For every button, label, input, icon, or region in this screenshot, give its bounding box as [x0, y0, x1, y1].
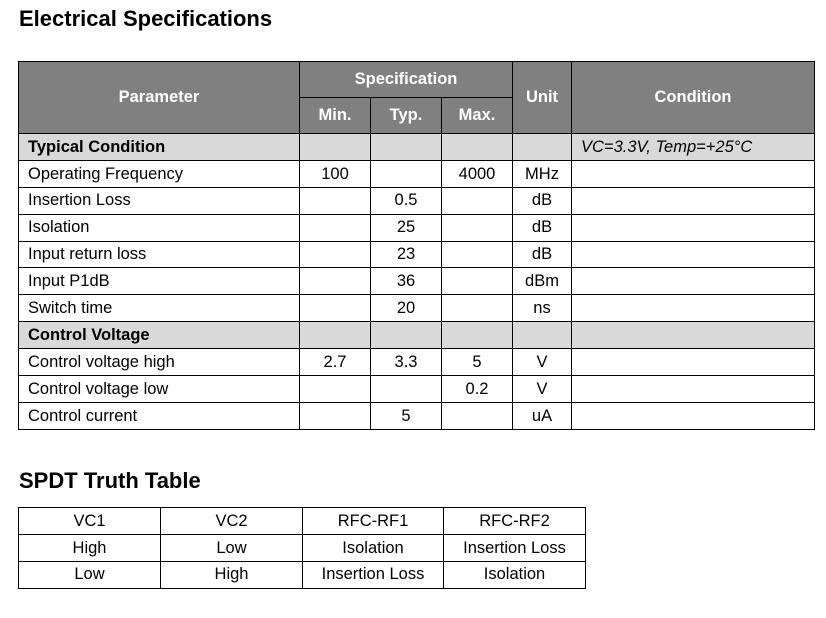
- max-cell: 5: [442, 349, 513, 376]
- unit-cell: dB: [513, 241, 572, 268]
- table-row: [19, 187, 815, 214]
- max-cell: [442, 402, 513, 429]
- header-typ: Typ.: [371, 98, 442, 134]
- min-cell: [300, 187, 371, 214]
- truth-header-cell: RFC-RF2: [444, 508, 586, 535]
- header-unit: Unit: [513, 62, 572, 134]
- section-heading-truth-table: SPDT Truth Table: [19, 468, 201, 493]
- section-title: Control Voltage: [19, 322, 300, 349]
- section-row: [19, 134, 815, 161]
- truth-cell: Insertion Loss: [444, 534, 586, 561]
- parameter-cell: Control voltage high: [19, 349, 300, 376]
- max-cell: [442, 214, 513, 241]
- table-row: [19, 241, 815, 268]
- min-cell: [300, 376, 371, 403]
- section-empty-cell: [300, 322, 371, 349]
- condition-cell: [572, 376, 815, 403]
- truth-cell: Isolation: [303, 534, 444, 561]
- unit-cell: dBm: [513, 268, 572, 295]
- max-cell: [442, 241, 513, 268]
- unit-cell: V: [513, 376, 572, 403]
- table-row: [19, 402, 815, 429]
- truth-cell: High: [19, 534, 161, 561]
- parameter-cell: Input return loss: [19, 241, 300, 268]
- section-title: Typical Condition: [19, 134, 300, 161]
- parameter-cell: Control voltage low: [19, 376, 300, 403]
- header-max: Max.: [442, 98, 513, 134]
- typ-cell: 36: [371, 268, 442, 295]
- truth-row: [19, 534, 586, 561]
- min-cell: [300, 402, 371, 429]
- truth-cell: High: [161, 561, 303, 588]
- section-empty-cell: [300, 134, 371, 161]
- table-row: [19, 214, 815, 241]
- condition-cell: [572, 241, 815, 268]
- section-condition: [572, 322, 815, 349]
- table-row: [19, 295, 815, 322]
- typ-cell: 20: [371, 295, 442, 322]
- max-cell: 0.2: [442, 376, 513, 403]
- section-empty-cell: [442, 322, 513, 349]
- parameter-cell: Switch time: [19, 295, 300, 322]
- condition-cell: [572, 160, 815, 187]
- truth-header-cell: VC1: [19, 508, 161, 535]
- section-empty-cell: [371, 322, 442, 349]
- section-empty-cell: [513, 134, 572, 161]
- unit-cell: MHz: [513, 160, 572, 187]
- condition-cell: [572, 268, 815, 295]
- min-cell: 2.7: [300, 349, 371, 376]
- section-empty-cell: [442, 134, 513, 161]
- min-cell: 100: [300, 160, 371, 187]
- table-row: [19, 268, 815, 295]
- truth-cell: Insertion Loss: [303, 561, 444, 588]
- min-cell: [300, 241, 371, 268]
- electrical-specifications-table: [18, 61, 815, 430]
- spdt-truth-table: [18, 507, 586, 589]
- section-empty-cell: [371, 134, 442, 161]
- parameter-cell: Operating Frequency: [19, 160, 300, 187]
- table-row: [19, 376, 815, 403]
- typ-cell: 0.5: [371, 187, 442, 214]
- condition-cell: [572, 187, 815, 214]
- unit-cell: uA: [513, 402, 572, 429]
- section-row: [19, 322, 815, 349]
- min-cell: [300, 214, 371, 241]
- truth-cell: Low: [19, 561, 161, 588]
- condition-cell: [572, 349, 815, 376]
- condition-cell: [572, 402, 815, 429]
- min-cell: [300, 295, 371, 322]
- typ-cell: 3.3: [371, 349, 442, 376]
- truth-cell: Isolation: [444, 561, 586, 588]
- parameter-cell: Insertion Loss: [19, 187, 300, 214]
- typ-cell: 23: [371, 241, 442, 268]
- header-parameter: Parameter: [19, 62, 300, 134]
- max-cell: [442, 268, 513, 295]
- typ-cell: [371, 160, 442, 187]
- max-cell: 4000: [442, 160, 513, 187]
- max-cell: [442, 295, 513, 322]
- typ-cell: 5: [371, 402, 442, 429]
- header-min: Min.: [300, 98, 371, 134]
- table-row: [19, 160, 815, 187]
- table-row: [19, 349, 815, 376]
- typ-cell: 25: [371, 214, 442, 241]
- max-cell: [442, 187, 513, 214]
- unit-cell: dB: [513, 214, 572, 241]
- unit-cell: V: [513, 349, 572, 376]
- condition-cell: [572, 295, 815, 322]
- condition-cell: [572, 214, 815, 241]
- header-specification: Specification: [300, 62, 513, 98]
- typ-cell: [371, 376, 442, 403]
- parameter-cell: Input P1dB: [19, 268, 300, 295]
- min-cell: [300, 268, 371, 295]
- truth-header-cell: RFC-RF1: [303, 508, 444, 535]
- parameter-cell: Isolation: [19, 214, 300, 241]
- truth-header-cell: VC2: [161, 508, 303, 535]
- header-condition: Condition: [572, 62, 815, 134]
- section-condition: VC=3.3V, Temp=+25°C: [572, 134, 815, 161]
- section-heading-electrical-specifications: Electrical Specifications: [19, 6, 273, 31]
- truth-header-row: [19, 508, 586, 535]
- truth-cell: Low: [161, 534, 303, 561]
- unit-cell: dB: [513, 187, 572, 214]
- unit-cell: ns: [513, 295, 572, 322]
- truth-row: [19, 561, 586, 588]
- parameter-cell: Control current: [19, 402, 300, 429]
- section-empty-cell: [513, 322, 572, 349]
